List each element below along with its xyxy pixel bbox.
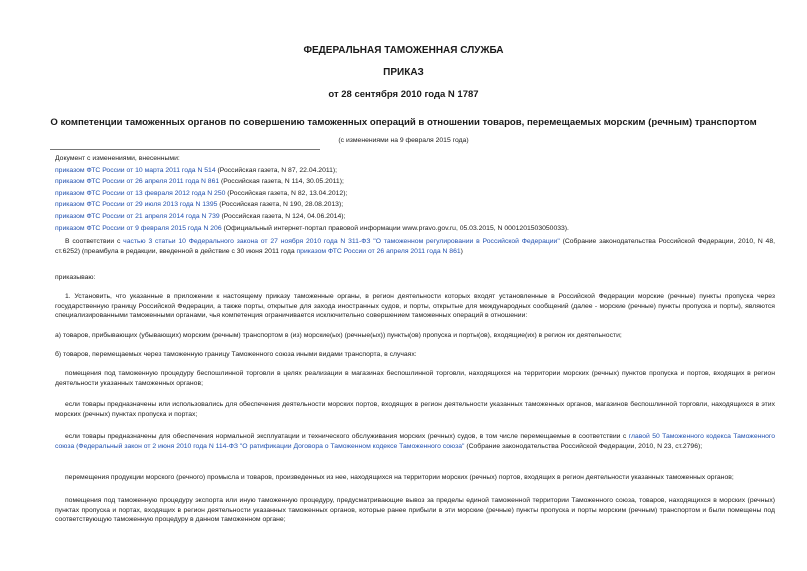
order-word: приказываю: (55, 274, 96, 281)
change-link[interactable]: приказом ФТС России от 10 марта 2011 года N 514 (55, 166, 216, 174)
change-source: (Официальный интернет-портал правовой информации www.pravo.gov.ru, 05.03.2015, N 0001201503050033). (221, 224, 569, 232)
case-vessel-supply: если товары предназначены для обеспечения нормальной эксплуатации и технического обслуживания морских (речных) судов, в том числе перемещаемые в соответствии с главой 50 Таможенного кодекса Таможенного союза (Федеральный закон от 2 июня 2010 года N 114-ФЗ "О ратификации Договора о Таможенном кодексе Таможенного союза" (Собрание законодательства Российской Федерации, 2010, N 23, ст.2796); (55, 433, 775, 450)
change-link[interactable]: приказом ФТС России от 29 июля 2013 года N 1395 (55, 201, 218, 209)
clause-1b: б) товаров, перемещаемых через таможенную границу Таможенного союза иными видами транспорта, в случаях: (55, 351, 417, 358)
change-item (55, 199, 569, 211)
change-source: (Российская газета, N 114, 30.05.2011); (219, 178, 344, 186)
change-link[interactable]: приказом ФТС России от 21 апреля 2014 года N 739 (55, 212, 220, 220)
clause-1a: а) товаров, прибывающих (убывающих) морским (речным) транспортом в (из) морские(ых) (речные(ых)) пункты(ов) пропуска и порты(ов), входящие(их) в регион их деятельности; (55, 332, 622, 339)
document-title: О компетенции таможенных органов по совершению таможенных операций в отношении товаров, перемещаемых морским (речным) транспортом (50, 117, 757, 128)
change-item (55, 211, 569, 223)
order-date: от 28 сентября 2010 года N 1787 (328, 89, 479, 100)
divider (50, 149, 320, 150)
change-item (55, 188, 569, 200)
change-source: (Российская газета, N 190, 28.08.2013); (217, 201, 344, 209)
change-link[interactable]: приказом ФТС России от 26 апреля 2011 года N 861 (55, 178, 220, 186)
change-item (55, 165, 569, 177)
case-port-supply: если товары предназначены или использовались для обеспечения деятельности морских портов, входящих в регион деятельности указанных таможенных органов, магазинов беспошлинной торговли, находящихся в этих морских (речных) пунктах пропуска и портах; (55, 401, 775, 418)
order-type: ПРИКАЗ (383, 67, 424, 78)
case-fishery: перемещения продукции морского (речного) промысла и товаров, произведенных из нее, находящихся на территории морских (речных) портов, входящих в регион деятельности указанных таможенных органов; (65, 474, 734, 481)
preamble-paragraph: В соответствии с частью 3 статьи 10 Федерального закона от 27 ноября 2010 года N 311-ФЗ "О таможенном регулировании в Российской Федерации" (Собрание законодательства Российской Федерации, 2010, N 48, ст.6252) (преамбула в редакции, введенной в действие с 30 июня 2011 года приказом ФТС России от 26 апреля 2011 года N 861) (55, 238, 776, 255)
case-duty-free: помещения под таможенную процедуру беспошлинной торговли в целях реализации в магазинах беспошлинной торговли, находящихся на территории морских (речных) пунктов пропуска и портов, входящих в регион деятельности указанных таможенных органов; (55, 370, 775, 387)
clause-1: 1. Установить, что указанные в приложении к настоящему приказу таможенные органы, в регион деятельности которых входят установленные в Российской Федерации морские (речные) пункты пропуска через государственную границу Российской Федерации, а также порты, открытые для захода иностранных судов, и порты, открытые для международных сообщений (далее - морские (речные) пункты пропуска и порты), являются специализированными таможенными органами, чья компетенция ограничивается исключительно совершением таможенных операций в отношении: (55, 293, 775, 320)
amendment-note: (с изменениями на 9 февраля 2015 года) (338, 137, 469, 144)
law-link[interactable]: частью 3 статьи 10 Федерального закона от 27 ноября 2010 года N 311-ФЗ "О таможенном регулировании в Российской Федерации" (123, 238, 560, 245)
changes-intro: Документ с изменениями, внесенными: (55, 155, 180, 162)
changes-list (55, 153, 569, 234)
change-item (55, 223, 569, 235)
change-source: (Российская газета, N 124, 04.06.2014); (219, 212, 346, 220)
customs-code-link[interactable]: главой 50 Таможенного кодекса Таможенного союза (Федеральный закон от 2 июня 2010 года N 114-ФЗ "О ратификации Договора о Таможенном кодексе Таможенного союза" (55, 433, 775, 450)
change-link[interactable]: приказом ФТС России от 9 февраля 2015 года N 206 (55, 224, 222, 232)
change-item (55, 176, 569, 188)
case-export: помещения под таможенную процедуру экспорта или иную таможенную процедуру, предусматривающие вывоз за пределы единой таможенной территории Таможенного союза, товаров, находящихся в морских (речных) пунктах пропуска и портах, входящих в регион деятельности указанных таможенных органов, которые ранее прибыли в эти морские (речные) пункты пропуска и порты морским (речным) транспортом и были помещены под соответствующую таможенную процедуру в данном таможенном органе; (55, 497, 775, 524)
agency-name: ФЕДЕРАЛЬНАЯ ТАМОЖЕННАЯ СЛУЖБА (303, 45, 504, 56)
change-source: (Российская газета, N 82, 13.04.2012); (225, 189, 348, 197)
change-source: (Российская газета, N 87, 22.04.2011); (215, 166, 338, 174)
amendment-link[interactable]: приказом ФТС России от 26 апреля 2011 года N 861 (296, 247, 461, 255)
change-link[interactable]: приказом ФТС России от 13 февраля 2012 года N 250 (55, 189, 226, 197)
